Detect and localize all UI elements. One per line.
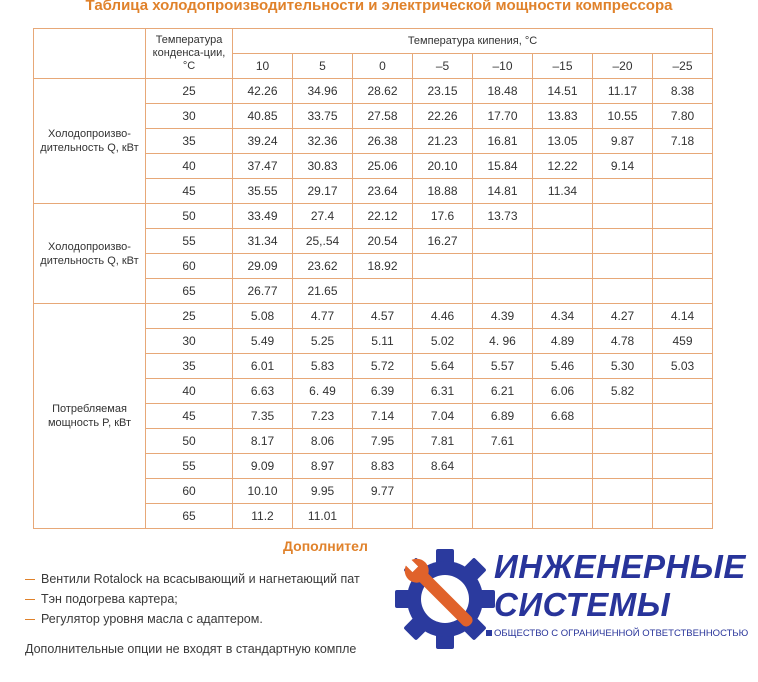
value-cell: 31.34 [233, 229, 293, 254]
value-cell: 8.38 [653, 79, 713, 104]
value-cell: 18.92 [353, 254, 413, 279]
condensation-temp-cell: 40 [146, 379, 233, 404]
value-cell: 10.55 [593, 104, 653, 129]
value-cell [413, 254, 473, 279]
value-cell [473, 229, 533, 254]
value-cell [593, 479, 653, 504]
table-row [34, 204, 713, 229]
value-cell: 6.06 [533, 379, 593, 404]
boiling-temp-cell: –10 [473, 54, 533, 79]
value-cell: 17.70 [473, 104, 533, 129]
value-cell: 6.21 [473, 379, 533, 404]
value-cell [653, 279, 713, 304]
condensation-temp-cell: 60 [146, 254, 233, 279]
table-row [34, 79, 713, 104]
value-cell: 4.14 [653, 304, 713, 329]
value-cell: 4.34 [533, 304, 593, 329]
value-cell: 23.15 [413, 79, 473, 104]
condensation-temp-cell: 25 [146, 304, 233, 329]
boiling-temp-cell: –25 [653, 54, 713, 79]
value-cell: 8.17 [233, 429, 293, 454]
value-cell: 11.34 [533, 179, 593, 204]
value-cell: 13.83 [533, 104, 593, 129]
condensation-temp-cell: 30 [146, 104, 233, 129]
value-cell: 13.73 [473, 204, 533, 229]
value-cell [473, 279, 533, 304]
value-cell [653, 254, 713, 279]
value-cell [413, 479, 473, 504]
value-cell: 6.89 [473, 404, 533, 429]
value-cell: 8.64 [413, 454, 473, 479]
value-cell: 23.64 [353, 179, 413, 204]
value-cell: 4.39 [473, 304, 533, 329]
value-cell: 11.17 [593, 79, 653, 104]
boiling-temp-cell: 10 [233, 54, 293, 79]
value-cell: 5.57 [473, 354, 533, 379]
boiling-temp-cell: –5 [413, 54, 473, 79]
value-cell [413, 504, 473, 529]
boiling-temp-header: Температура кипения, °C [233, 29, 713, 54]
value-cell: 10.10 [233, 479, 293, 504]
value-cell: 20.54 [353, 229, 413, 254]
value-cell: 18.88 [413, 179, 473, 204]
value-cell: 28.62 [353, 79, 413, 104]
value-cell: 11.2 [233, 504, 293, 529]
value-cell: 4.27 [593, 304, 653, 329]
value-cell [653, 454, 713, 479]
value-cell: 16.27 [413, 229, 473, 254]
value-cell [653, 379, 713, 404]
value-cell: 30.83 [293, 154, 353, 179]
value-cell [533, 229, 593, 254]
value-cell: 5.25 [293, 329, 353, 354]
value-cell: 9.14 [593, 154, 653, 179]
value-cell: 6.01 [233, 354, 293, 379]
value-cell [593, 454, 653, 479]
value-cell: 5.82 [593, 379, 653, 404]
value-cell: 34.96 [293, 79, 353, 104]
value-cell [473, 504, 533, 529]
boiling-temp-cell: 5 [293, 54, 353, 79]
condensation-temp-cell: 65 [146, 504, 233, 529]
value-cell [533, 504, 593, 529]
value-cell: 9.95 [293, 479, 353, 504]
value-cell: 7.35 [233, 404, 293, 429]
value-cell [533, 279, 593, 304]
condensation-temp-cell: 55 [146, 229, 233, 254]
logo-text-line1: ИНЖЕНЕРНЫЕ [494, 548, 746, 585]
value-cell: 8.97 [293, 454, 353, 479]
page-title: Таблица холодопроизводительности и электрической мощности компрессора [85, 0, 673, 14]
value-cell [593, 254, 653, 279]
dash-bullet-icon [25, 579, 35, 581]
value-cell: 26.77 [233, 279, 293, 304]
value-cell [533, 254, 593, 279]
condensation-temp-cell: 50 [146, 204, 233, 229]
option-item [25, 570, 360, 590]
value-cell: 35.55 [233, 179, 293, 204]
value-cell: 5.30 [593, 354, 653, 379]
value-cell [593, 179, 653, 204]
value-cell: 29.17 [293, 179, 353, 204]
value-cell: 9.87 [593, 129, 653, 154]
option-text: Тэн подогрева картера; [41, 592, 178, 606]
value-cell: 11.01 [293, 504, 353, 529]
value-cell: 22.26 [413, 104, 473, 129]
value-cell: 23.62 [293, 254, 353, 279]
value-cell [533, 429, 593, 454]
value-cell [593, 504, 653, 529]
condensation-temp-cell: 50 [146, 429, 233, 454]
value-cell: 18.48 [473, 79, 533, 104]
value-cell: 37.47 [233, 154, 293, 179]
value-cell: 7.14 [353, 404, 413, 429]
value-cell: 25,.54 [293, 229, 353, 254]
group-label-cell: Холодопроизво-дительность Q, кВт [34, 204, 146, 304]
value-cell: 42.26 [233, 79, 293, 104]
value-cell [593, 429, 653, 454]
value-cell [413, 279, 473, 304]
value-cell [473, 479, 533, 504]
value-cell: 8.06 [293, 429, 353, 454]
value-cell: 7.95 [353, 429, 413, 454]
value-cell: 6.31 [413, 379, 473, 404]
value-cell: 4.89 [533, 329, 593, 354]
value-cell [533, 479, 593, 504]
value-cell: 20.10 [413, 154, 473, 179]
value-cell: 5.49 [233, 329, 293, 354]
value-cell: 9.77 [353, 479, 413, 504]
value-cell: 7.81 [413, 429, 473, 454]
value-cell: 4.46 [413, 304, 473, 329]
options-list [25, 570, 360, 630]
value-cell: 17.6 [413, 204, 473, 229]
additional-options-title: Дополнител [283, 538, 368, 554]
value-cell: 13.05 [533, 129, 593, 154]
value-cell: 29.09 [233, 254, 293, 279]
value-cell [593, 204, 653, 229]
value-cell: 4.57 [353, 304, 413, 329]
condensation-temp-cell: 55 [146, 454, 233, 479]
value-cell: 7.18 [653, 129, 713, 154]
value-cell: 12.22 [533, 154, 593, 179]
value-cell: 7.80 [653, 104, 713, 129]
value-cell [593, 229, 653, 254]
value-cell: 7.61 [473, 429, 533, 454]
condensation-temp-cell: 35 [146, 129, 233, 154]
value-cell: 6.68 [533, 404, 593, 429]
condensation-temp-cell: 40 [146, 154, 233, 179]
value-cell [653, 229, 713, 254]
logo-text-line2: СИСТЕМЫ [494, 586, 671, 623]
value-cell [353, 279, 413, 304]
logo-subtitle: ОБЩЕСТВО С ОГРАНИЧЕННОЙ ОТВЕТСТВЕННОСТЬЮ [494, 628, 749, 639]
option-text: Вентили Rotalock на всасывающий и нагнетающий пат [41, 572, 360, 586]
boiling-temp-cell: 0 [353, 54, 413, 79]
value-cell: 5.03 [653, 354, 713, 379]
value-cell: 39.24 [233, 129, 293, 154]
value-cell: 459 [653, 329, 713, 354]
value-cell: 14.51 [533, 79, 593, 104]
condensation-temp-cell: 60 [146, 479, 233, 504]
condensation-temp-cell: 35 [146, 354, 233, 379]
value-cell: 5.83 [293, 354, 353, 379]
value-cell [473, 254, 533, 279]
value-cell: 5.08 [233, 304, 293, 329]
dash-bullet-icon [25, 619, 35, 621]
value-cell [653, 179, 713, 204]
condensation-temp-cell: 45 [146, 404, 233, 429]
value-cell [353, 504, 413, 529]
value-cell: 21.65 [293, 279, 353, 304]
value-cell: 27.4 [293, 204, 353, 229]
boiling-temp-cell: –20 [593, 54, 653, 79]
corner-cell [34, 29, 146, 79]
performance-table [33, 28, 713, 529]
value-cell: 8.83 [353, 454, 413, 479]
value-cell: 7.23 [293, 404, 353, 429]
value-cell [653, 204, 713, 229]
value-cell [593, 404, 653, 429]
table-row [34, 304, 713, 329]
value-cell: 5.02 [413, 329, 473, 354]
value-cell: 15.84 [473, 154, 533, 179]
value-cell: 5.11 [353, 329, 413, 354]
value-cell: 7.04 [413, 404, 473, 429]
value-cell: 6.39 [353, 379, 413, 404]
value-cell: 4.77 [293, 304, 353, 329]
value-cell: 40.85 [233, 104, 293, 129]
condensation-temp-cell: 45 [146, 179, 233, 204]
condensation-temp-cell: 25 [146, 79, 233, 104]
value-cell: 5.46 [533, 354, 593, 379]
option-text: Регулятор уровня масла с адаптером. [41, 612, 263, 626]
value-cell [653, 479, 713, 504]
value-cell [533, 204, 593, 229]
value-cell: 22.12 [353, 204, 413, 229]
group-label-cell: Потребляемая мощность P, кВт [34, 304, 146, 529]
value-cell: 21.23 [413, 129, 473, 154]
group-label-cell: Холодопроизво-дительность Q, кВт [34, 79, 146, 204]
value-cell: 33.75 [293, 104, 353, 129]
value-cell: 5.72 [353, 354, 413, 379]
value-cell [653, 404, 713, 429]
value-cell: 4.78 [593, 329, 653, 354]
value-cell: 25.06 [353, 154, 413, 179]
value-cell: 32.36 [293, 129, 353, 154]
value-cell: 4. 96 [473, 329, 533, 354]
condensation-temp-cell: 30 [146, 329, 233, 354]
value-cell: 26.38 [353, 129, 413, 154]
watermark-logo [384, 538, 758, 668]
value-cell: 6. 49 [293, 379, 353, 404]
value-cell: 5.64 [413, 354, 473, 379]
value-cell: 14.81 [473, 179, 533, 204]
value-cell: 27.58 [353, 104, 413, 129]
value-cell [653, 504, 713, 529]
logo-square-icon [486, 630, 492, 636]
value-cell [593, 279, 653, 304]
value-cell [653, 154, 713, 179]
value-cell: 33.49 [233, 204, 293, 229]
value-cell: 9.09 [233, 454, 293, 479]
value-cell [533, 454, 593, 479]
options-note: Дополнительные опции не входят в стандартную компле [25, 642, 357, 656]
dash-bullet-icon [25, 599, 35, 601]
option-item [25, 610, 360, 630]
condensation-temp-cell: 65 [146, 279, 233, 304]
value-cell: 6.63 [233, 379, 293, 404]
value-cell [473, 454, 533, 479]
value-cell [653, 429, 713, 454]
gear-wrench-icon [389, 543, 501, 655]
value-cell: 16.81 [473, 129, 533, 154]
condensation-temp-header: Температура конденса-ции, °C [146, 29, 233, 79]
header-row [34, 29, 713, 54]
option-item [25, 590, 360, 610]
boiling-temp-cell: –15 [533, 54, 593, 79]
